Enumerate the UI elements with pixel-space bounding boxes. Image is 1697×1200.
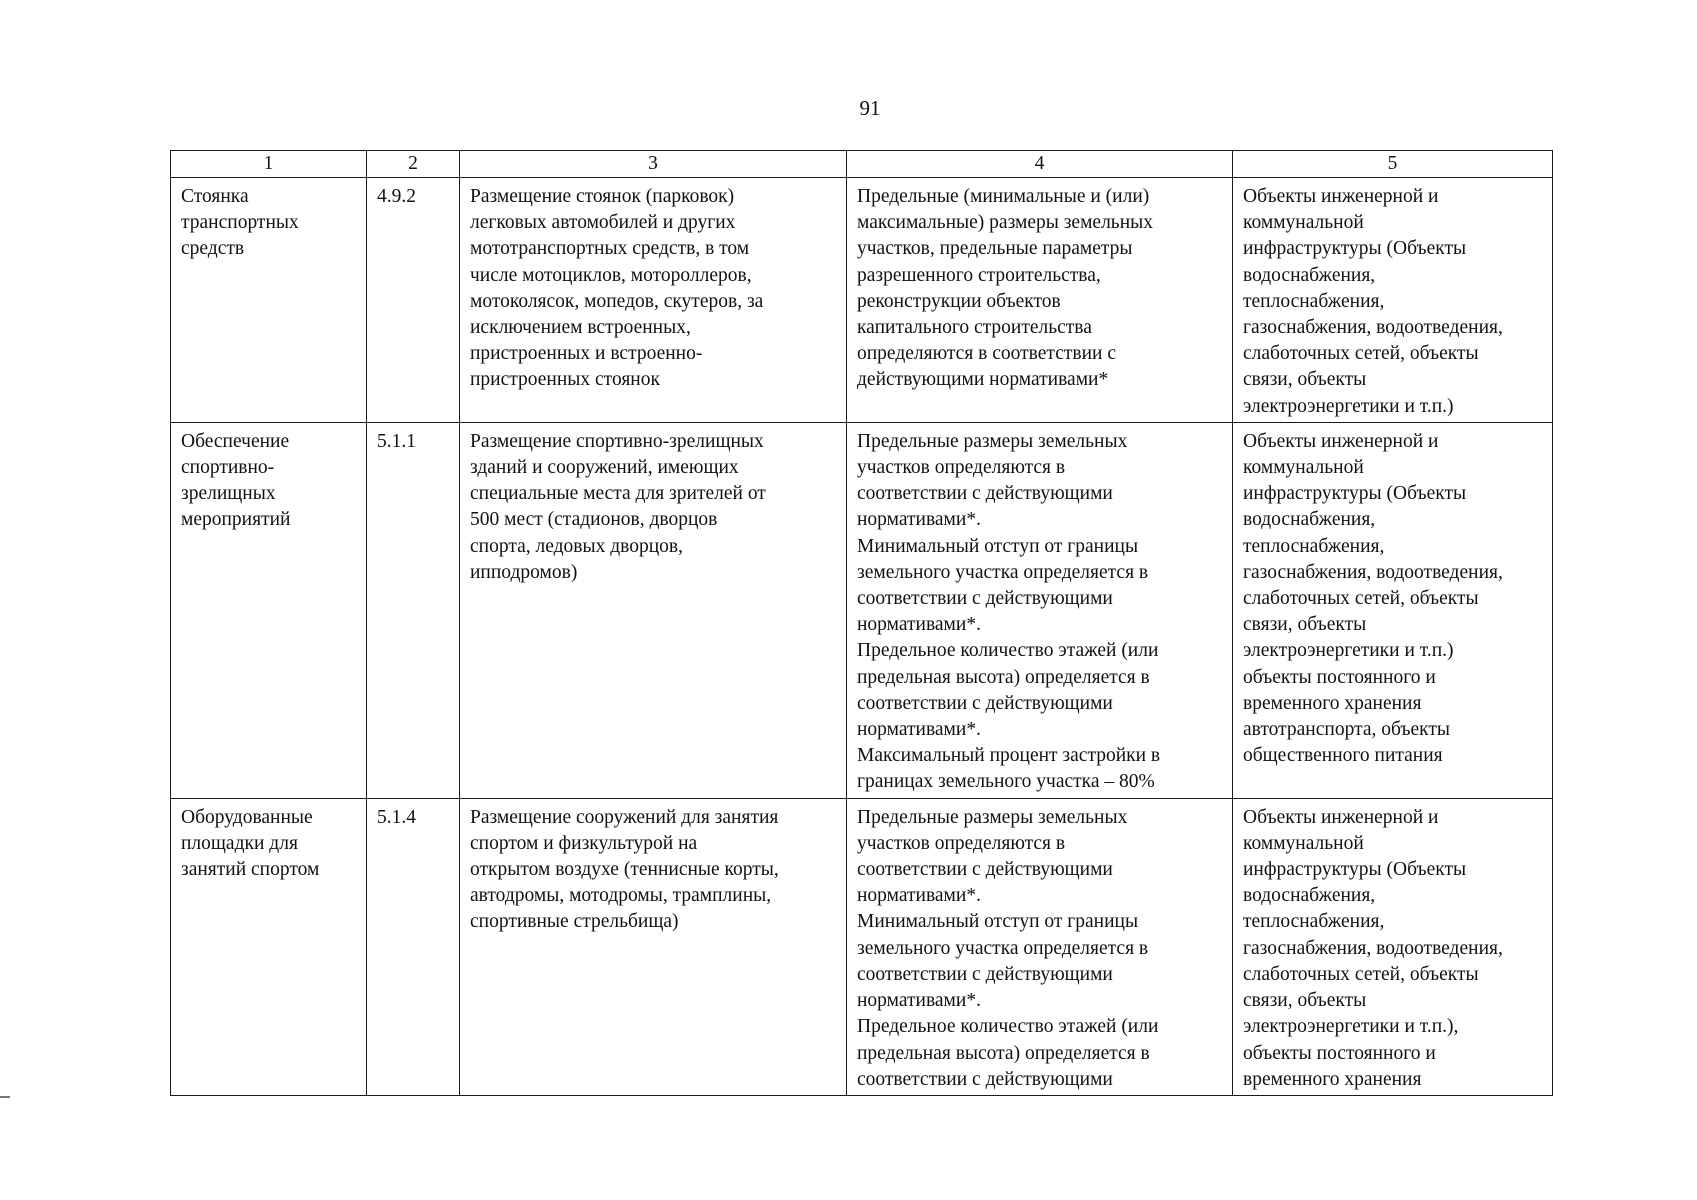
column-header-4: 4 xyxy=(847,151,1233,178)
table-row xyxy=(171,178,1553,423)
use-type-description: Размещение стоянок (парковок) легковых автомобилей и других мототранспортных средств, в том числе мотоциклов, мотороллеров, мотоколясок, мопедов, скутеров, за исключением встроенных, пристроенных и встроенно- пристроенных стоянок xyxy=(460,178,847,423)
column-header-3: 3 xyxy=(460,151,847,178)
use-type-description: Размещение сооружений для занятия спортом и физкультурой на открытом воздухе (теннисные корты, автодромы, мотодромы, трамплины, спортивные стрельбища) xyxy=(460,798,847,1095)
table-header xyxy=(171,151,1553,178)
limit-parameters: Предельные размеры земельных участков определяются в соответствии с действующими нормативами*. Минимальный отступ от границы земельного участка определяется в соответствии с действующими нормативами*. Предельное количество этажей (или предельная высота) определяется в соответствии с действующими xyxy=(847,798,1233,1095)
column-header-1: 1 xyxy=(171,151,367,178)
header-row xyxy=(171,151,1553,178)
auxiliary-uses: Объекты инженерной и коммунальной инфраструктуры (Объекты водоснабжения, теплоснабжения, газоснабжения, водоотведения, слаботочных сетей, объекты связи, объекты электроэнергетики и т.п.), объекты постоянного и временного хранения xyxy=(1233,798,1553,1095)
use-type-code: 5.1.4 xyxy=(367,798,460,1095)
use-type-name: Обеспечение спортивно- зрелищных мероприятий xyxy=(171,422,367,798)
use-type-name: Оборудованные площадки для занятий спортом xyxy=(171,798,367,1095)
table-row xyxy=(171,422,1553,798)
auxiliary-uses: Объекты инженерной и коммунальной инфраструктуры (Объекты водоснабжения, теплоснабжения, газоснабжения, водоотведения, слаботочных сетей, объекты связи, объекты электроэнергетики и т.п.) xyxy=(1233,178,1553,423)
use-type-code: 4.9.2 xyxy=(367,178,460,423)
page-number: 91 xyxy=(859,96,881,120)
auxiliary-uses: Объекты инженерной и коммунальной инфраструктуры (Объекты водоснабжения, теплоснабжения, газоснабжения, водоотведения, слаботочных сетей, объекты связи, объекты электроэнергетики и т.п.) объекты постоянного и временного хранения автотранспорта, объекты общественного питания xyxy=(1233,422,1553,798)
limit-parameters: Предельные (минимальные и (или) максимальные) размеры земельных участков, предельные параметры разрешенного строительства, реконструкции объектов капитального строительства определяются в соответствии с действующими нормативами* xyxy=(847,178,1233,423)
column-header-5: 5 xyxy=(1233,151,1553,178)
column-header-2: 2 xyxy=(367,151,460,178)
use-type-description: Размещение спортивно-зрелищных зданий и сооружений, имеющих специальные места для зрителей от 500 мест (стадионов, дворцов спорта, ледовых дворцов, ипподромов) xyxy=(460,422,847,798)
table-body xyxy=(171,178,1553,1096)
use-type-name: Стоянка транспортных средств xyxy=(171,178,367,423)
table-row xyxy=(171,798,1553,1095)
use-type-code: 5.1.1 xyxy=(367,422,460,798)
limit-parameters: Предельные размеры земельных участков определяются в соответствии с действующими нормативами*. Минимальный отступ от границы земельного участка определяется в соответствии с действующими нормативами*. Предельное количество этажей (или предельная высота) определяется в соответствии с действующими нормативами*. Максимальный процент застройки в границах земельного участка – 80% xyxy=(847,422,1233,798)
margin-mark xyxy=(0,1096,10,1098)
land-use-table xyxy=(170,150,1553,1096)
